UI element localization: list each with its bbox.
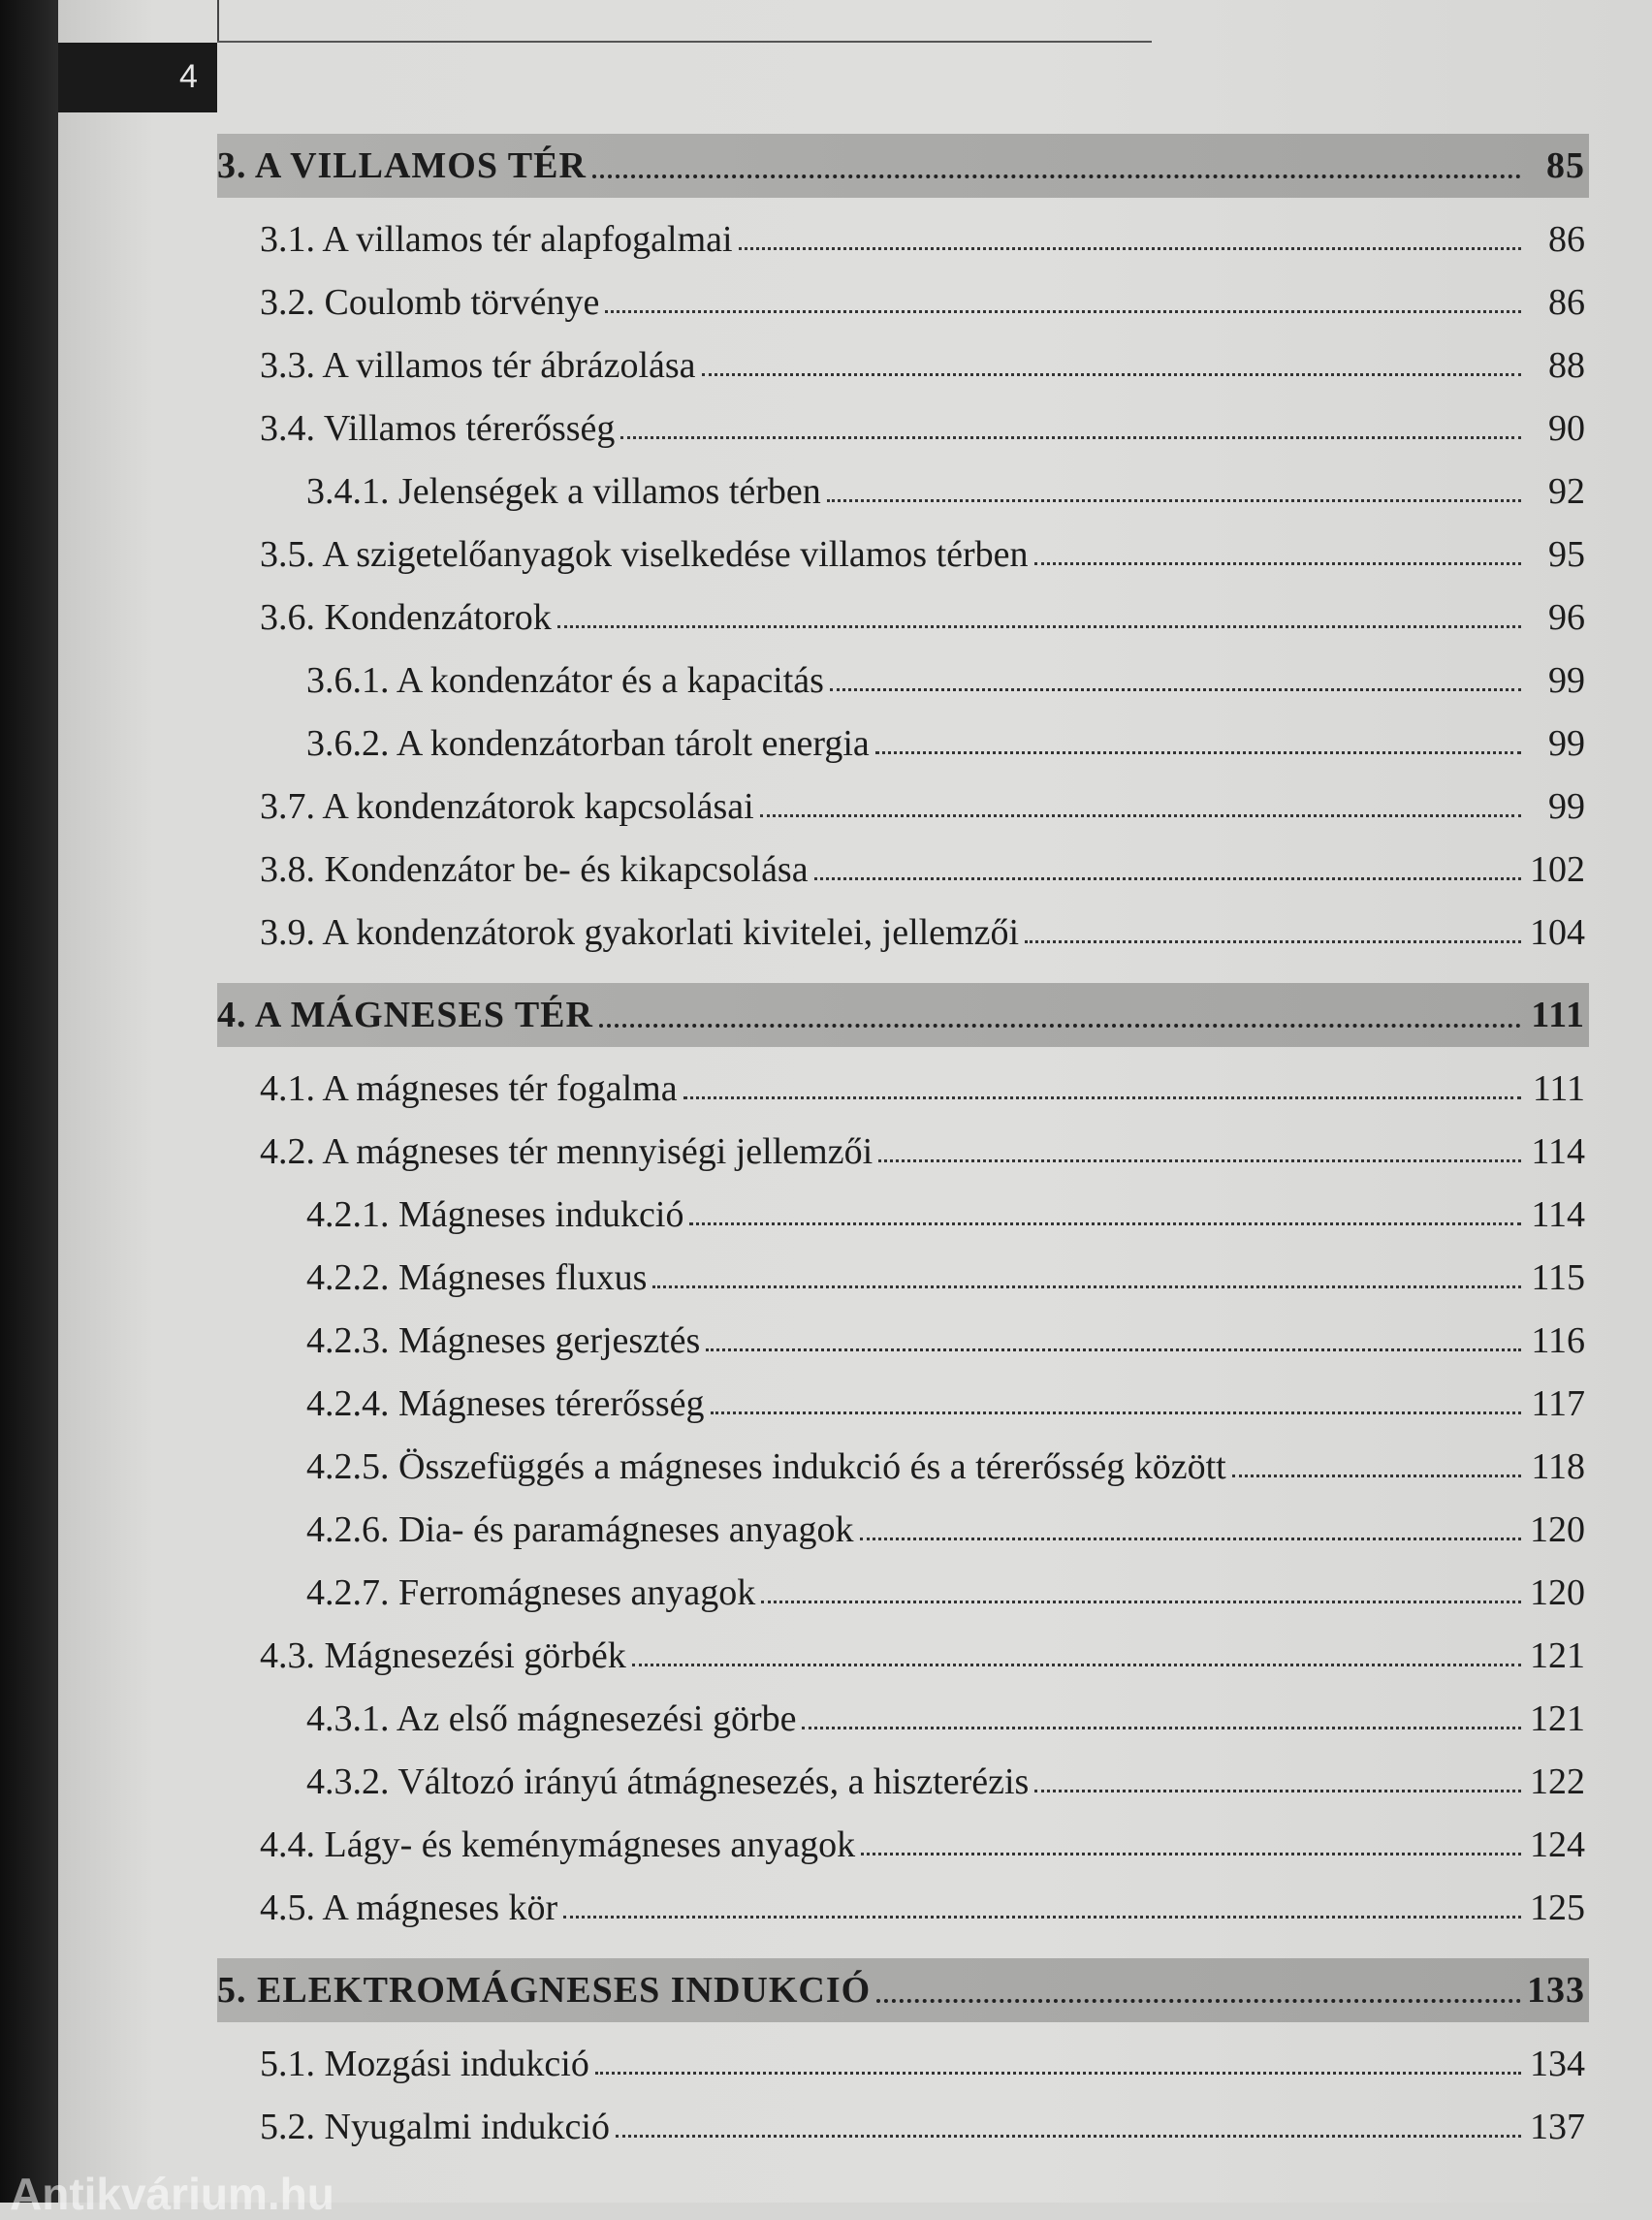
entry-page-number: 122 [1530, 1760, 1585, 1802]
watermark-text: Antikvárium.hu [10, 2169, 334, 2219]
entry-page-number: 120 [1530, 1508, 1585, 1550]
toc-entry [217, 1309, 1589, 1372]
toc-entry [217, 1498, 1589, 1561]
dot-leader [652, 1285, 1521, 1288]
dot-leader [683, 1096, 1521, 1099]
toc-entry [217, 1624, 1589, 1687]
toc-chapter-heading [217, 983, 1589, 1047]
entry-page-number: 92 [1548, 470, 1585, 512]
dot-leader [632, 1664, 1521, 1666]
dot-leader [861, 1853, 1521, 1855]
entry-page-number: 99 [1548, 659, 1585, 701]
toc-entry [217, 523, 1589, 586]
entry-title: 5.2. Nyugalmi indukció [260, 2106, 610, 2147]
toc-entry [217, 1372, 1589, 1435]
entry-title: 3.9. A kondenzátorok gyakorlati kivitelei, jellemzői [260, 911, 1020, 953]
entry-title: 4.3. Mágnesezési görbék [260, 1634, 626, 1676]
entry-title: 4.2.4. Mágneses térerősség [306, 1382, 705, 1424]
entry-title: 4.2.6. Dia- és paramágneses anyagok [306, 1508, 854, 1550]
entry-page-number: 120 [1530, 1571, 1585, 1613]
entry-title: 4.2.5. Összefüggés a mágneses indukció és a térerősség között [306, 1445, 1226, 1487]
dot-leader [702, 373, 1521, 376]
toc-entry [217, 2032, 1589, 2095]
toc-entry [217, 2095, 1589, 2158]
toc-entry [217, 207, 1589, 270]
toc-entry [217, 1876, 1589, 1939]
entry-page-number: 86 [1548, 281, 1585, 323]
toc-entry [217, 1435, 1589, 1498]
toc-entry [217, 1561, 1589, 1624]
dot-leader [739, 247, 1521, 250]
dot-leader [1232, 1475, 1521, 1477]
entry-title: 4.3.1. Az első mágnesezési görbe [306, 1697, 797, 1739]
dot-leader [802, 1727, 1521, 1729]
entry-title: 3.6. Kondenzátorok [260, 596, 552, 638]
entry-page-number: 111 [1532, 1067, 1585, 1109]
dot-leader [761, 1601, 1521, 1603]
page-number: 4 [179, 58, 198, 95]
chapter-title: 5. ELEKTROMÁGNESES INDUKCIÓ [217, 1970, 872, 2011]
toc-chapter-heading [217, 1958, 1589, 2022]
dot-leader [563, 1916, 1521, 1919]
book-binding-shadow [0, 0, 58, 2203]
entry-page-number: 115 [1531, 1256, 1585, 1298]
toc-chapter-heading [217, 134, 1589, 198]
entry-title: 4.2. A mágneses tér mennyiségi jellemzői [260, 1130, 874, 1172]
dot-leader [827, 499, 1521, 502]
chapter-title: 4. A MÁGNESES TÉR [217, 995, 593, 1035]
entry-page-number: 96 [1548, 596, 1585, 638]
dot-leader [595, 2072, 1521, 2075]
entry-page-number: 118 [1531, 1445, 1585, 1487]
dot-leader [557, 625, 1521, 628]
dot-leader [878, 1159, 1521, 1162]
chapter-page-number: 85 [1546, 145, 1585, 186]
entry-title: 5.1. Mozgási indukció [260, 2043, 589, 2084]
dot-leader [599, 1024, 1521, 1028]
toc-entry [217, 838, 1589, 901]
toc-entry [217, 712, 1589, 775]
entry-title: 4.5. A mágneses kör [260, 1887, 558, 1928]
dot-leader [1034, 1790, 1521, 1792]
chapter-title: 3. A VILLAMOS TÉR [217, 145, 587, 186]
toc-entry [217, 1813, 1589, 1876]
toc-entry [217, 1183, 1589, 1246]
entry-title: 4.1. A mágneses tér fogalma [260, 1067, 678, 1109]
dot-leader [860, 1538, 1521, 1540]
toc-entry [217, 649, 1589, 712]
toc-entry [217, 270, 1589, 333]
entry-title: 4.2.1. Mágneses indukció [306, 1193, 684, 1235]
entry-title: 4.3.2. Változó irányú átmágnesezés, a hiszterézis [306, 1760, 1030, 1802]
header-rule [217, 41, 1152, 43]
dot-leader [689, 1222, 1521, 1225]
entry-title: 4.2.3. Mágneses gerjesztés [306, 1319, 701, 1361]
dot-leader [620, 436, 1521, 439]
entry-page-number: 88 [1548, 344, 1585, 386]
toc-entry [217, 1687, 1589, 1750]
dot-leader [706, 1348, 1521, 1351]
dot-leader [876, 1999, 1521, 2003]
entry-page-number: 114 [1531, 1130, 1585, 1172]
dot-leader [1034, 562, 1521, 565]
toc-entry [217, 901, 1589, 964]
dot-leader [616, 2135, 1521, 2138]
entry-page-number: 116 [1531, 1319, 1585, 1361]
toc-entry [217, 1057, 1589, 1120]
toc-entry [217, 775, 1589, 838]
entry-page-number: 99 [1548, 785, 1585, 827]
entry-page-number: 99 [1548, 722, 1585, 764]
dot-leader [814, 877, 1521, 880]
entry-title: 3.4. Villamos térerősség [260, 407, 616, 449]
entry-page-number: 117 [1531, 1382, 1585, 1424]
entry-page-number: 102 [1530, 848, 1585, 890]
toc-entry [217, 396, 1589, 460]
entry-title: 3.3. A villamos tér ábrázolása [260, 344, 696, 386]
dot-leader [760, 814, 1521, 817]
entry-title: 3.5. A szigetelőanyagok viselkedése villamos térben [260, 533, 1029, 575]
entry-title: 3.4.1. Jelenségek a villamos térben [306, 470, 821, 512]
entry-page-number: 90 [1548, 407, 1585, 449]
chapter-page-number: 133 [1527, 1970, 1585, 2011]
entry-page-number: 114 [1531, 1193, 1585, 1235]
entry-page-number: 86 [1548, 218, 1585, 260]
entry-title: 3.6.2. A kondenzátorban tárolt energia [306, 722, 870, 764]
chapter-page-number: 111 [1531, 995, 1585, 1035]
toc-entry [217, 333, 1589, 396]
dot-leader [605, 310, 1521, 313]
toc-entry [217, 1750, 1589, 1813]
dot-leader [875, 751, 1521, 754]
entry-page-number: 104 [1530, 911, 1585, 953]
entry-page-number: 95 [1548, 533, 1585, 575]
dot-leader [711, 1411, 1521, 1414]
entry-page-number: 124 [1530, 1824, 1585, 1865]
entry-title: 3.6.1. A kondenzátor és a kapacitás [306, 659, 824, 701]
table-of-contents [217, 134, 1589, 2158]
toc-entry [217, 1120, 1589, 1183]
dot-leader [830, 688, 1521, 691]
entry-title: 3.2. Coulomb törvénye [260, 281, 600, 323]
entry-title: 4.4. Lágy- és keménymágneses anyagok [260, 1824, 856, 1865]
toc-entry [217, 460, 1589, 523]
toc-entry [217, 1246, 1589, 1309]
toc-entry [217, 586, 1589, 649]
entry-title: 4.2.7. Ferromágneses anyagok [306, 1571, 756, 1613]
entry-page-number: 134 [1530, 2043, 1585, 2084]
page-edge-line [217, 0, 219, 43]
entry-title: 4.2.2. Mágneses fluxus [306, 1256, 648, 1298]
entry-title: 3.7. A kondenzátorok kapcsolásai [260, 785, 754, 827]
entry-page-number: 121 [1530, 1634, 1585, 1676]
entry-page-number: 121 [1530, 1697, 1585, 1739]
entry-page-number: 137 [1530, 2106, 1585, 2147]
dot-leader [592, 174, 1521, 178]
dot-leader [1025, 940, 1521, 943]
entry-title: 3.8. Kondenzátor be- és kikapcsolása [260, 848, 809, 890]
entry-title: 3.1. A villamos tér alapfogalmai [260, 218, 733, 260]
entry-page-number: 125 [1530, 1887, 1585, 1928]
